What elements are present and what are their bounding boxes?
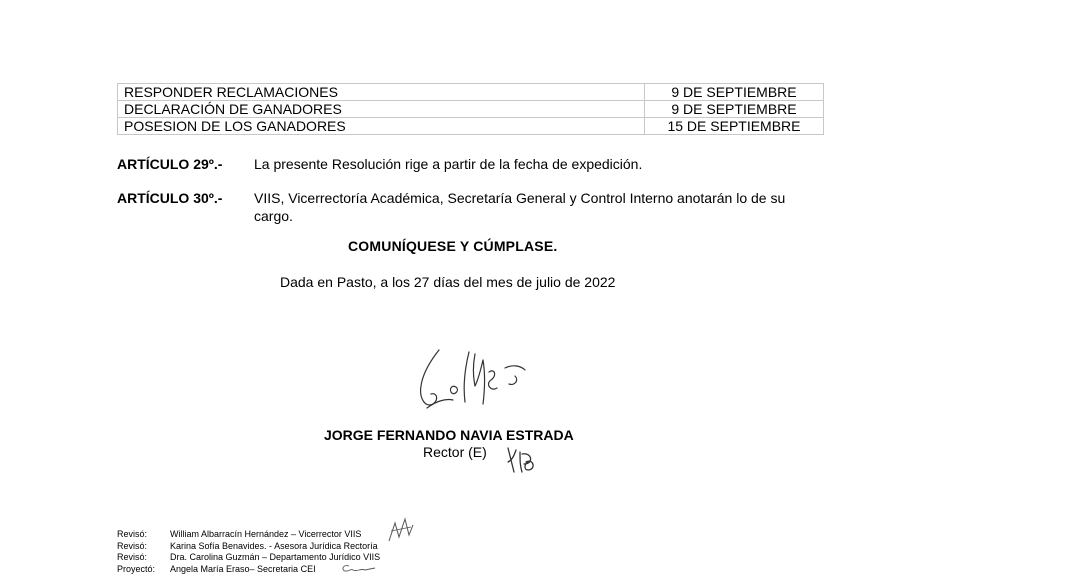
review-role: Revisó: — [117, 540, 148, 551]
schedule-activity: DECLARACIÓN DE GANADORES — [118, 101, 645, 118]
article-number: ARTÍCULO 29º.- — [117, 156, 223, 172]
schedule-date: 9 DE SEPTIEMBRE — [645, 101, 824, 118]
signer-name: JORGE FERNANDO NAVIA ESTRADA — [324, 427, 574, 443]
review-person: Karina Sofía Benavides. - Asesora Jurídica Rectoría — [170, 540, 378, 551]
table-row — [118, 84, 824, 101]
article-text: La presente Resolución rige a partir de la fecha de expedición. — [254, 156, 643, 172]
review-person: Angela María Eraso– Secretaria CEI — [170, 563, 316, 574]
review-initials — [387, 517, 415, 543]
handwritten-signature — [405, 342, 535, 422]
article-text: VIIS, Vicerrectoría Académica, Secretaría General y Control Interno anotarán lo de su cargo. — [254, 190, 786, 224]
signer-role: Rector (E) — [423, 444, 487, 460]
handwritten-initials — [502, 444, 538, 474]
schedule-date: 9 DE SEPTIEMBRE — [645, 84, 824, 101]
review-role: Proyectó: — [117, 563, 156, 574]
schedule-activity: POSESION DE LOS GANADORES — [118, 118, 645, 135]
schedule-table — [117, 83, 824, 135]
closing-formula: COMUNÍQUESE Y CÚMPLASE. — [348, 238, 558, 254]
table-row — [118, 101, 824, 118]
schedule-date: 15 DE SEPTIEMBRE — [645, 118, 824, 135]
review-person: Dra. Carolina Guzmán – Departamento Jurídico VIIS — [170, 552, 381, 562]
review-role: Revisó: — [117, 552, 148, 562]
schedule-activity: RESPONDER RECLAMACIONES — [118, 84, 645, 101]
issue-date-line: Dada en Pasto, a los 27 días del mes de julio de 2022 — [280, 274, 616, 290]
table-row — [118, 118, 824, 135]
review-role: Revisó: — [117, 529, 148, 539]
review-initials — [339, 562, 377, 574]
review-person: William Albarracín Hernández – Vicerrector VIIS — [170, 529, 362, 539]
article-number: ARTÍCULO 30º.- — [117, 190, 223, 206]
